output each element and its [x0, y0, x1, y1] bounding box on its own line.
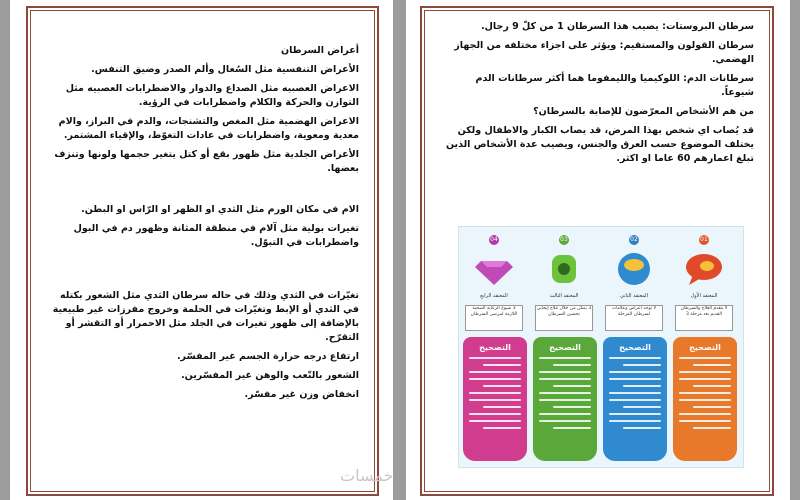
myth-number: 01 — [700, 236, 708, 243]
correction-title: التصحيح — [479, 343, 511, 352]
correction-column-4 — [463, 337, 527, 461]
symptom-fatigue: الشعور بالتّعب والوهن غير المفسّرين. — [181, 370, 359, 381]
myth-card-2 — [603, 231, 665, 331]
left-page — [10, 0, 393, 500]
myth-text: 3 يمكن من خلال علاج إيجابي تحسين السرطان — [535, 305, 593, 331]
left-page-text — [42, 44, 359, 407]
myth-caption: المعتقد الرابع — [480, 293, 508, 299]
correction-title: التصحيح — [619, 343, 651, 352]
globe-icon — [616, 251, 652, 287]
myth-card-4 — [463, 231, 525, 331]
myth-text: لا يتقدم العلاج والسرطان القديم بعد مرحلة 3 — [675, 305, 733, 331]
correction-column-3 — [533, 337, 597, 461]
risk-answer: قد يُصاب اي شخص بهذا المرض، قد يصاب الكبار والاطفال ولكن يختلف الموضوع حسب العرق والجنس، ويصيب عدة الأشخاص الذين تبلغ اعمارهم 60 عاما او اكثر. — [445, 125, 754, 164]
myth-caption: المعتقد الثاني — [620, 293, 648, 299]
myth-text: لا توجد أعراض وعلامات لسرطان المرحلة — [605, 305, 663, 331]
speech-bubble-icon — [683, 251, 725, 287]
myths-infographic — [458, 226, 744, 468]
diamond-icon — [475, 253, 513, 285]
right-page-text — [446, 20, 754, 171]
myth-text: 3 شيوع الرعاية الصحية اللازمة لمرضى السرطان — [465, 305, 523, 331]
symptom-digestive: الاعراض الهضمية مثل المغص والتشنجات، والدم في البراز، والام معدية ومعوية، واضطرابات في عادات التغوّط، والإقياء المشتمر. — [58, 116, 359, 141]
correction-column-2 — [603, 337, 667, 461]
myth-number: 03 — [560, 236, 568, 243]
symptom-breast: تغيّرات في الثدي وذلك في حاله سرطان الثدي مثل الشعور بكتله في الثدي أو الإبط وتغيّرات في الحلمة وخروج مفرزات غير طبيعية بالإضافة إلى ظهور تغيرات في الجلد مثل الاحمرار أو التقشر أو التقرّح. — [52, 290, 359, 343]
myth-caption: المعتقد الأول — [690, 293, 718, 299]
symptom-weight: انخفاض وزن غير مفسّر. — [244, 389, 359, 400]
myth-card-1 — [673, 231, 735, 331]
myth-caption: المعتقد الثالث — [549, 293, 579, 299]
colon-cancer: سرطان القولون والمستقيم: ويؤثر على اجزاء مختلفه من الجهاز الهضمي. — [454, 40, 754, 65]
symptom-respiratory: الأعراض التنفسية مثل السُعال وألم الصدر وضيق التنفس. — [91, 64, 359, 75]
myth-number: 02 — [630, 236, 638, 243]
right-page — [406, 0, 790, 500]
myth-card-3 — [533, 231, 595, 331]
prostate-cancer: سرطان البروستات: يصيب هذا السرطان 1 من كلّ 9 رجال. — [481, 21, 754, 32]
blood-cancer: سرطانات الدم: اللوكيميا والليمفوما هما أكثر سرطانات الدم شيوعاً. — [475, 73, 754, 98]
correction-column-1 — [673, 337, 737, 461]
symptoms-heading: أعراض السرطان — [280, 45, 359, 56]
symptom-neuro: الاعراض العصبيه مثل الصداع والدوار والاضطرابات العصبيه مثل التوازن والحركة والكلام واضطرابات في الرؤية. — [65, 83, 359, 108]
risk-question: من هم الأشخاص المعرّضون للإصابة بالسرطان؟ — [533, 106, 754, 117]
watermark: خمسات — [340, 466, 394, 485]
symptom-urinary: تغيرات بولية مثل آلام في منطقة المثانة وظهور دم في البول واضطرابات في التبوّل. — [73, 223, 359, 248]
symptom-pain: الام في مكان الورم مثل الثدي او الظهر او الرّاس او البطن. — [81, 204, 359, 215]
correction-title: التصحيح — [689, 343, 721, 352]
hand-icon — [548, 249, 580, 287]
symptom-fever: ارتفاع درجه حرارة الجسم غير المفسّر. — [176, 351, 359, 362]
correction-title: التصحيح — [549, 343, 581, 352]
myth-number: 04 — [490, 236, 498, 243]
symptom-skin: الأعراض الجلدية مثل ظهور بقع أو كتل يتغير حجمها ولونها وتنزف بعضها. — [54, 149, 359, 174]
